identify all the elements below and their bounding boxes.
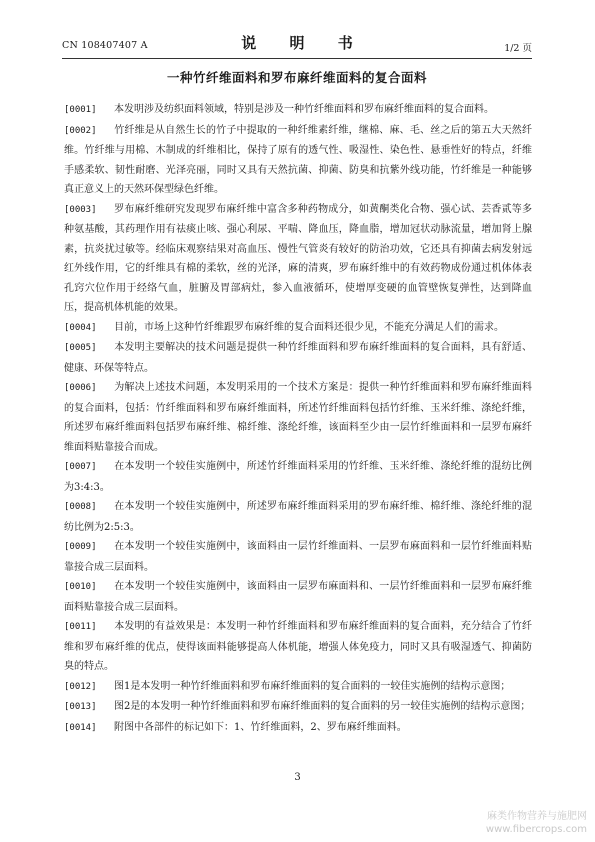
- paragraph: [64, 617, 532, 677]
- paragraph-text: 在本发明一个较佳实施例中，该面料由一层罗布麻面料和、一层竹纤维面料和一层罗布麻纤维面料贴靠接合成三层面料。: [64, 581, 532, 613]
- document-type-title: 说 明 书: [241, 34, 367, 52]
- paragraph: [64, 718, 532, 739]
- paragraph: [64, 537, 532, 577]
- paragraph-text: 本发明的有益效果是：本发明一种竹纤维面料和罗布麻纤维面料的复合面料，充分结合了竹纤维和罗布麻纤维的优点，使得该面料能够提高人体机能，增强人体免疫力，同时又具有吸湿透气、抑菌防臭的特点。: [64, 621, 532, 672]
- paragraph-text: 本发明涉及纺织面料领域，特别是涉及一种竹纤维面料和罗布麻纤维面料的复合面料。: [114, 104, 494, 115]
- paragraph: [64, 677, 532, 698]
- paragraph-number: [0005]: [64, 343, 97, 353]
- description-body: [64, 100, 532, 738]
- page-indicator: 1/2 页: [504, 43, 532, 54]
- header-rule: [62, 58, 532, 59]
- paragraph-text: 竹纤维是从自然生长的竹子中提取的一种纤维素纤维，继棉、麻、毛、丝之后的第五大天然纤维。竹纤维与用棉、木制成的纤维相比，保持了原有的透气性、吸湿性、染色性、悬垂性好的特点，纤维手感柔软、韧性耐磨、光泽亮丽，同时又具有天然抗菌、抑菌、防臭和抗紫外线功能，竹纤维是一种能够真正意义上的天然环保型绿色纤维。: [64, 124, 532, 195]
- paragraph: [64, 497, 532, 537]
- paragraph-text: 附图中各部件的标记如下：1、竹纤维面料，2、罗布麻纤维面料。: [114, 721, 407, 733]
- paragraph-text: 图1是本发明一种竹纤维面料和罗布麻纤维面料的复合面料的一较佳实施例的结构示意图；: [114, 680, 511, 692]
- paragraph-text: 在本发明一个较佳实施例中，该面料由一层竹纤维面料、一层罗布麻面料和一层竹纤维面料贴靠接合成三层面料。: [64, 541, 532, 573]
- site-watermark: [486, 810, 587, 836]
- paragraph: [64, 378, 532, 457]
- paragraph-text: 在本发明一个较佳实施例中，所述罗布麻纤维面料采用的罗布麻纤维、棉纤维、涤纶纤维的混纺比例为2:5:3。: [64, 501, 532, 533]
- paragraph-text: 为解决上述技术问题，本发明采用的一个技术方案是：提供一种竹纤维面料和罗布麻纤维面料的复合面料，包括：竹纤维面料和罗布麻纤维面料，所述竹纤维面料包括竹纤维、玉米纤维、涤纶纤维，所述罗布麻纤维面料包括罗布麻纤维、棉纤维、涤纶纤维，该面料至少由一层竹纤维面料和一层罗布麻纤维面料贴靠接合而成。: [64, 382, 532, 453]
- paragraph-text: 在本发明一个较佳实施例中，所述竹纤维面料采用的竹纤维、玉米纤维、涤纶纤维的混纺比例为3:4:3。: [64, 461, 532, 493]
- watermark-url: www.fibercrops.com: [485, 824, 587, 835]
- paragraph-text: 图2是的本发明一种竹纤维面料和罗布麻纤维面料的复合面料的另一较佳实施例的结构示意图；: [114, 701, 531, 712]
- paragraph: [64, 121, 532, 200]
- watermark-site-name: 麻类作物营养与施肥网: [487, 811, 587, 822]
- paragraph-number: [0006]: [64, 383, 97, 393]
- invention-title: 一种竹纤维面料和罗布麻纤维面料的复合面料: [166, 70, 427, 85]
- paragraph-number: [0007]: [64, 462, 97, 472]
- paragraph-number: [0014]: [64, 722, 97, 733]
- paragraph-text: 本发明主要解决的技术问题是提供一种竹纤维面料和罗布麻纤维面料的复合面料，具有舒适、健康、环保等特点。: [64, 342, 532, 374]
- paragraph: [64, 577, 532, 617]
- paragraph-number: [0004]: [64, 322, 97, 333]
- paragraph-number: [0009]: [64, 542, 97, 552]
- paragraph-number: [0012]: [64, 681, 97, 692]
- paragraph-number: [0010]: [64, 582, 97, 592]
- paragraph-number: [0002]: [64, 125, 97, 136]
- paragraph: [64, 338, 532, 378]
- publication-number: CN 108407407 A: [62, 40, 148, 51]
- paragraph-number: [0013]: [64, 702, 97, 712]
- page-header: [62, 32, 532, 54]
- paragraph-number: [0011]: [64, 622, 97, 632]
- page-number: 3: [294, 772, 301, 783]
- paragraph-number: [0003]: [64, 204, 97, 215]
- paragraph-number: [0001]: [64, 105, 97, 115]
- paragraph-text: 目前，市场上这种竹纤维跟罗布麻纤维的复合面料还很少见，不能充分满足人们的需求。: [114, 321, 504, 333]
- paragraph-text: 罗布麻纤维研究发现罗布麻纤维中富含多种药物成分，如黄酮类化合物、强心试、芸香贰等多种氨基酸，其药理作用有祛痰止咳、强心利尿、平喘、降血压，降血脂，增加冠状动脉流量，增加肾上腺素，抗炎扰过敏等。经临床观察结果对高血压、慢性气管炎有较好的防治功效，它还具有抑菌去病发射远红外线作用，它的纤维具有棉的柔软，丝的光泽，麻的清爽，罗布麻纤维中的有效药物成份通过机体体表孔窍穴位作用于经络气血，脏腑及胃部病灶，参入血液循环，使增厚变硬的血管壁恢复弹性，达到降血压，提高机体机能的效果。: [64, 203, 532, 313]
- paragraph: [64, 697, 532, 718]
- paragraph: [64, 457, 532, 497]
- paragraph: [64, 318, 532, 339]
- paragraph-number: [0008]: [64, 502, 97, 512]
- paragraph: [64, 100, 532, 121]
- paragraph: [64, 200, 532, 318]
